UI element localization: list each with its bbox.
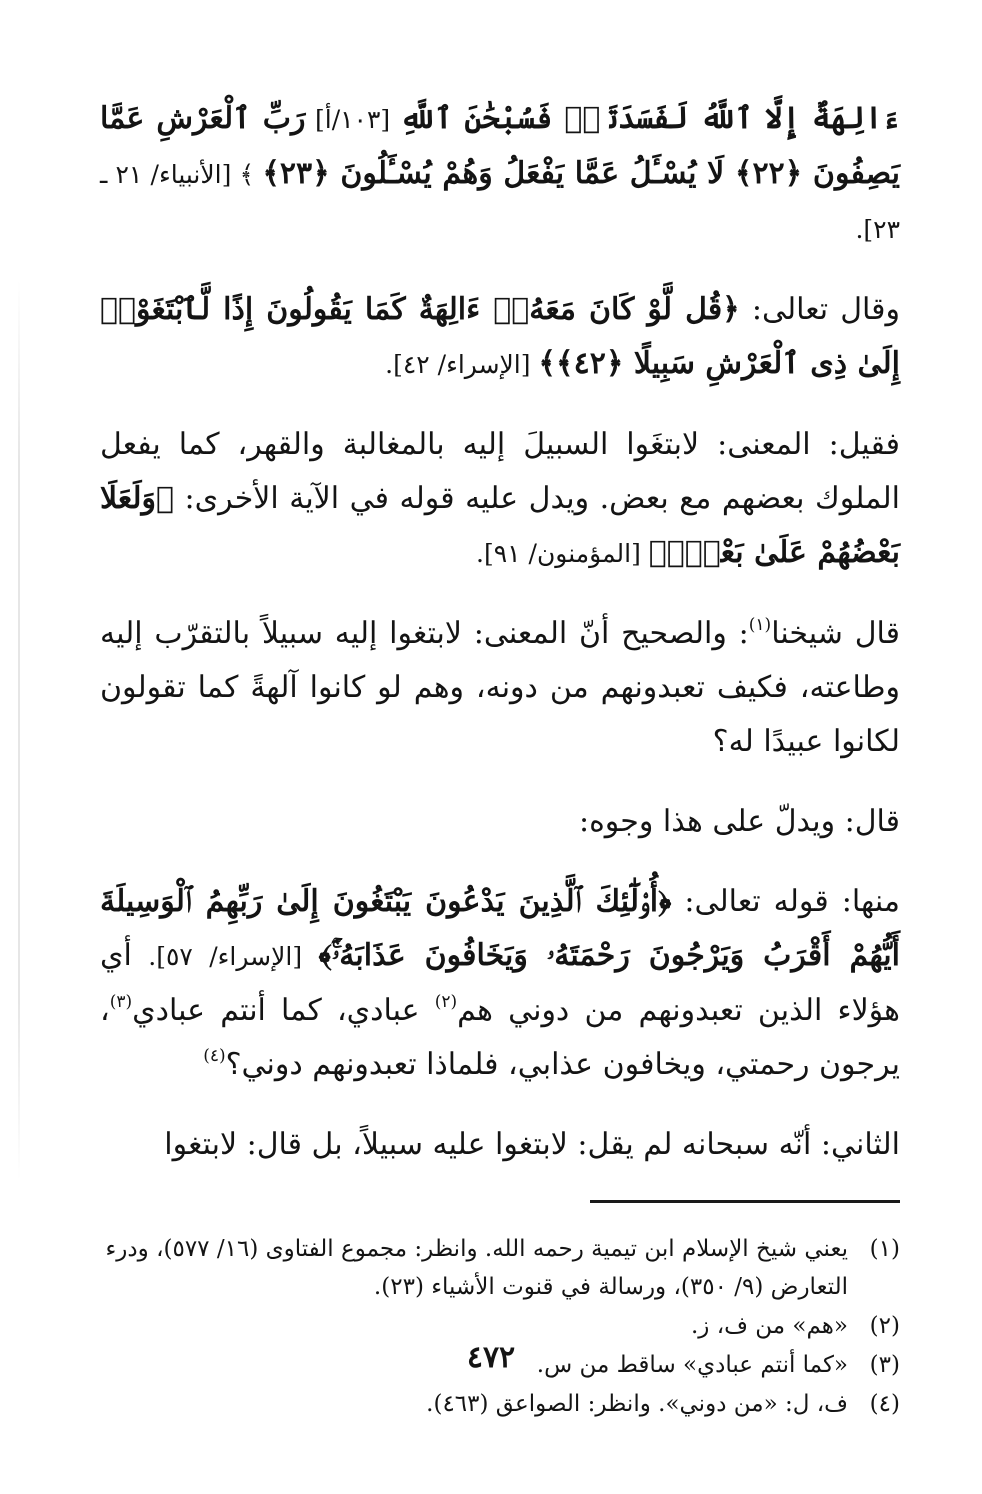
verse-reference: ﴾ [الأنبياء/ ٢١ ـ ٢٣].	[100, 160, 900, 244]
footnote-number: (٤)	[869, 1391, 900, 1417]
footnote-marker: (١)	[748, 615, 772, 635]
footnote	[100, 1385, 900, 1423]
footnote-marker: (٤)	[203, 1046, 226, 1066]
paragraph	[100, 795, 900, 849]
footnote-text: ف، ل: «من دوني». وانظر: الصواعق (٤٦٣).	[426, 1391, 848, 1417]
scan-edge-shadow	[18, 280, 20, 1180]
quran-verse: رَبِّ ٱلْعَرْشِ عَمَّا يَصِفُونَ ﴿٢٢﴾ لَا يُسْـَٔلُ عَمَّا يَفْعَلُ وَهُمْ يُسْـَٔلُونَ ﴿٢٣﴾	[100, 101, 900, 191]
paragraph	[100, 875, 900, 1092]
footnote	[100, 1230, 900, 1306]
quran-verse: ءَالِهَةٌ إِلَّا ٱللَّهُ لَفَسَدَتَاۚ فَسُبْحَٰنَ ٱللَّهِ	[399, 101, 900, 136]
verse-reference: [الإسراء/ ٤٢].	[385, 350, 539, 379]
text-segment: وقال تعالى:	[739, 292, 900, 327]
footnote-number: (٣)	[869, 1352, 900, 1378]
footnote-separator	[100, 1200, 900, 1230]
verse-reference: [الإسراء/ ٥٧].	[131, 942, 319, 971]
text-segment: قال شيخنا	[771, 616, 900, 651]
verse-reference: [١٠٣/أ]	[305, 105, 400, 134]
text-segment: أي هؤلاء الذين تعبدونهم من دوني هم	[100, 938, 900, 1028]
page-number: ٤٧٢	[466, 1340, 516, 1375]
text-segment: قال: ويدلّ على هذا وجوه:	[578, 804, 900, 839]
text-segment: ، يرجون رحمتي، ويخافون عذابي، فلماذا تعبدونهم دوني؟	[100, 993, 900, 1082]
body-text	[100, 92, 900, 1172]
footnote-marker: (٢)	[434, 992, 458, 1012]
footnote-rule	[590, 1200, 900, 1203]
footnote-number: (١)	[869, 1236, 900, 1262]
quran-verse: ﴿وَلَعَلَا بَعْضُهُمْ عَلَىٰ بَعْضٍۚ﴾	[100, 481, 900, 570]
text-segment: منها: قوله تعالى:	[671, 884, 900, 919]
text-segment: عبادي، كما أنتم عبادي	[132, 993, 435, 1028]
footnotes-list	[100, 1230, 900, 1423]
quran-verse: ﴿أُو۟لَٰٓئِكَ ٱلَّذِينَ يَدْعُونَ يَبْتَغُونَ إِلَىٰ رَبِّهِمُ ٱلْوَسِيلَةَ أَيُّهُمْ أَقْرَبُ وَيَرْجُونَ رَحْمَتَهُۥ وَيَخَافُونَ عَذَابَهُۥٓۚ﴾	[100, 884, 900, 973]
footnote-text: «كما أنتم عبادي» ساقط من س.	[536, 1352, 848, 1378]
text-segment: الثاني: أنّه سبحانه لم يقل: لابتغوا عليه سبيلاً، بل قال: لابتغوا	[164, 1127, 900, 1162]
paragraph	[100, 92, 900, 257]
footnote-text: «هم» من ف، ز.	[690, 1313, 848, 1339]
text-segment: : والصحيح أنّ المعنى: لابتغوا إليه سبيلاً بالتقرّب إليه وطاعته، فكيف تعبدونهم من دونه، وهم لو كانوا آلهةً كما تقولون لكانوا عبيدًا له؟	[100, 616, 900, 759]
footnote-marker: (٣)	[109, 992, 133, 1012]
verse-reference: [المؤمنون/ ٩١].	[476, 539, 649, 568]
text-segment: فقيل: المعنى: لابتغَوا السبيلَ إليه بالمغالبة والقهر، كما يفعل الملوك بعضهم مع بعض. ويدل عليه قوله في الآية الأخرى:	[100, 427, 900, 516]
footnote-text: يعني شيخ الإسلام ابن تيمية رحمه الله. وانظر: مجموع الفتاوى (١٦/ ٥٧٧)، ودرء التعارض (٩/ ٣٥٠)، ورسالة في قنوت الأشياء (٢٣).	[105, 1236, 848, 1300]
paragraph	[100, 283, 900, 392]
paragraph	[100, 607, 900, 769]
paragraph	[100, 1118, 900, 1172]
footnote-number: (٢)	[869, 1313, 900, 1339]
quran-verse: ﴿قُل لَّوْ كَانَ مَعَهُۥٓ ءَالِهَةٌ كَمَا يَقُولُونَ إِذًا لَّٱبْتَغَوْا۟ إِلَىٰ ذِى ٱلْعَرْشِ سَبِيلًا ﴿٤٢﴾﴾	[100, 292, 900, 381]
paragraph	[100, 418, 900, 581]
